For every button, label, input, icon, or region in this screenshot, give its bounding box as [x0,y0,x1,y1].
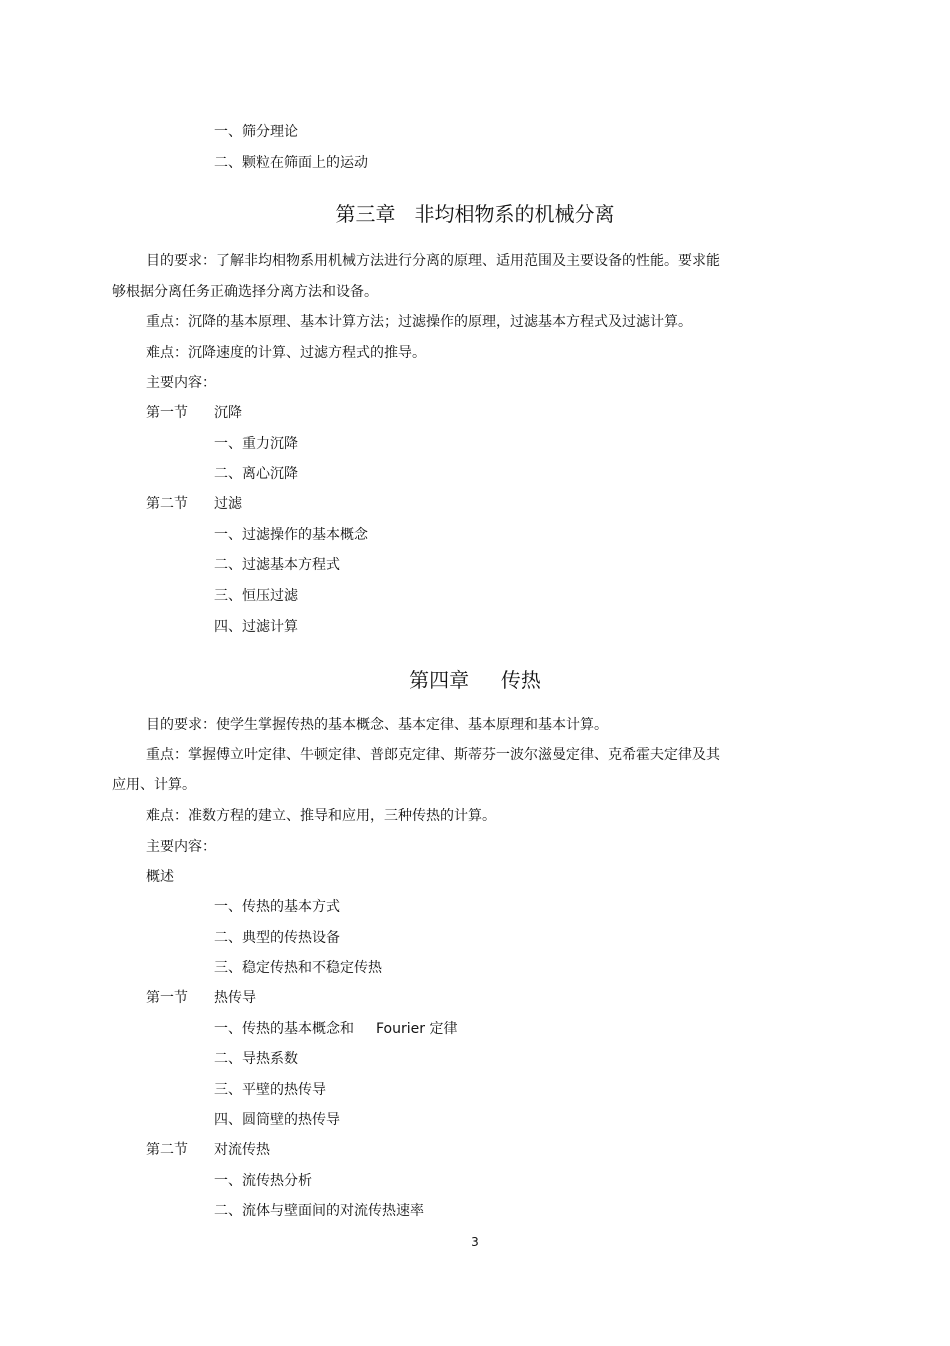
list-item: 三、稳定传热和不稳定传热 [214,960,382,976]
section-title: 过滤 [214,496,242,512]
content-label: 主要内容： [146,375,216,391]
overview-heading: 概述 [146,869,174,885]
list-item: 二、过滤基本方程式 [214,557,340,573]
goal-text: 目的要求：使学生掌握传热的基本概念、基本定律、基本原理和基本计算。 [146,717,608,733]
list-item [214,1019,457,1039]
list-item: 二、流体与壁面间的对流传热速率 [214,1203,424,1219]
section-title: 对流传热 [214,1142,270,1158]
section-heading [146,494,242,514]
list-item: 一、传热的基本方式 [214,899,340,915]
section-heading [146,988,256,1008]
goal-text-continued: 够根据分离任务正确选择分离方法和设备。 [112,284,378,300]
section-title: 热传导 [214,990,256,1006]
difficulty-text: 难点：沉降速度的计算、过滤方程式的推导。 [146,345,426,361]
section-heading [146,1140,270,1160]
section-label: 第二节 [146,1142,188,1158]
list-item: 一、流传热分析 [214,1173,312,1189]
list-item: 一、重力沉降 [214,436,298,452]
page-number: 3 [471,1235,479,1249]
chapter-title: 第四章 传热 [409,668,541,692]
goal-text: 目的要求：了解非均相物系用机械方法进行分离的原理、适用范围及主要设备的性能。要求能 [146,253,720,269]
list-item: 四、过滤计算 [214,619,298,635]
list-item: 三、恒压过滤 [214,588,298,604]
content-label: 主要内容： [146,839,216,855]
list-item: 三、平壁的热传导 [214,1082,326,1098]
list-item-text: 一、传热的基本概念和 [214,1021,354,1037]
list-item: 二、离心沉降 [214,466,298,482]
section-label: 第一节 [146,990,188,1006]
list-item: 二、导热系数 [214,1051,298,1067]
key-points: 重点：掌握傅立叶定律、牛顿定律、普郎克定律、斯蒂芬一波尔滋曼定律、克希霍夫定律及其 [146,747,720,763]
section-label: 第二节 [146,496,188,512]
list-item: 四、圆筒壁的热传导 [214,1112,340,1128]
list-item-text-latin: Fourier 定律 [376,1021,458,1037]
section-label: 第一节 [146,405,188,421]
list-item: 二、典型的传热设备 [214,930,340,946]
section-title: 沉降 [214,405,242,421]
list-item: 一、过滤操作的基本概念 [214,527,368,543]
list-item: 二、颗粒在筛面上的运动 [214,155,368,171]
key-points: 重点：沉降的基本原理、基本计算方法；过滤操作的原理，过滤基本方程式及过滤计算。 [146,314,692,330]
key-points-continued: 应用、计算。 [112,777,196,793]
chapter-title: 第三章 非均相物系的机械分离 [335,202,615,226]
list-item: 一、筛分理论 [214,124,298,140]
section-heading [146,403,242,423]
difficulty-text: 难点：准数方程的建立、推导和应用，三种传热的计算。 [146,808,496,824]
